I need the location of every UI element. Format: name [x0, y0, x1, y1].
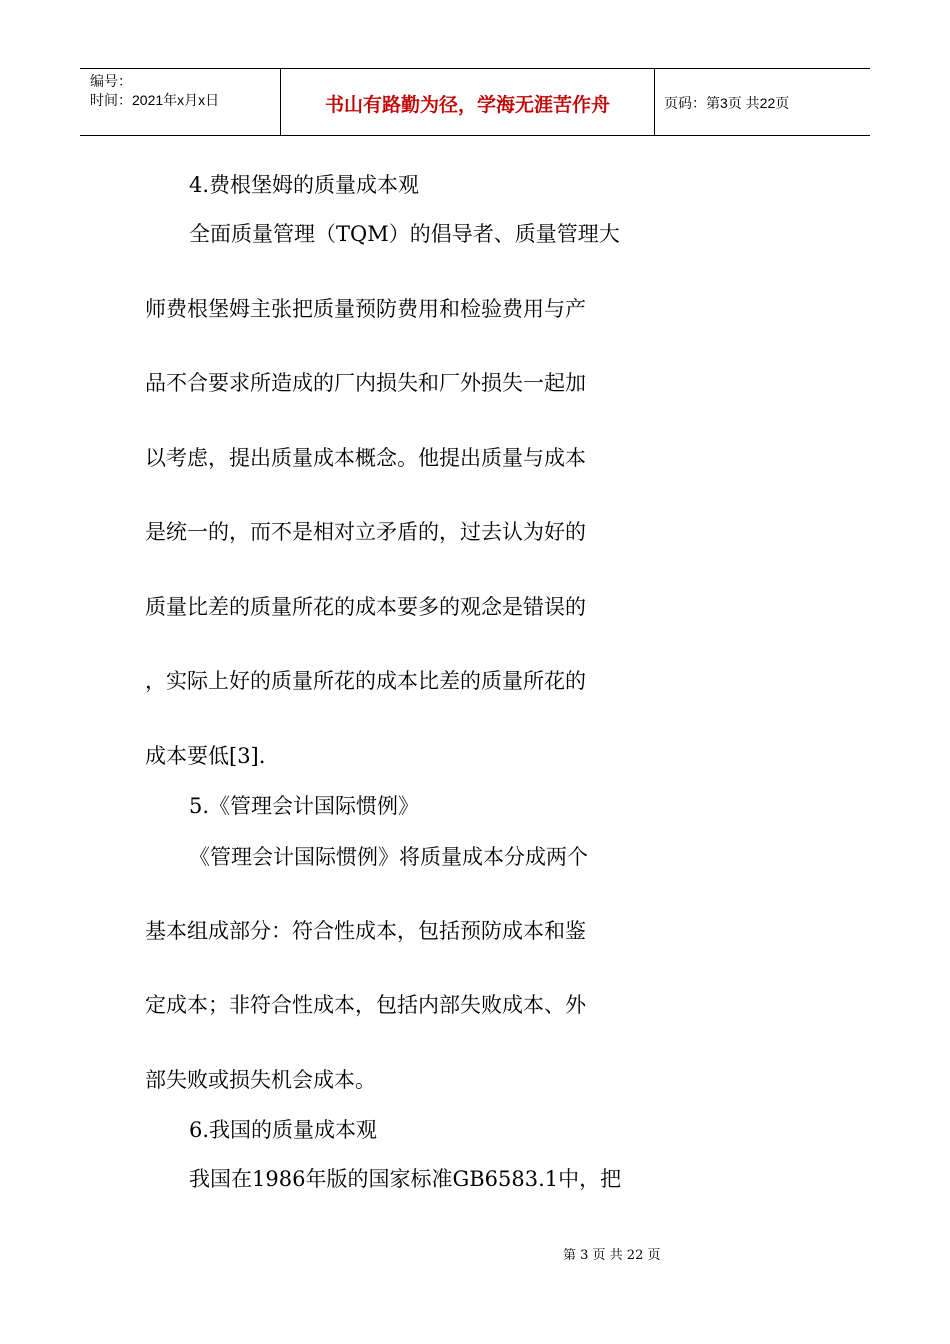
section-heading: 5.《管理会计国际惯例》: [189, 794, 420, 818]
header-page-info: 页码：第3页 共22页: [664, 95, 790, 111]
paragraph-line: 品不合要求所造成的厂内损失和厂外损失一起加: [145, 371, 586, 395]
paragraph-line: 是统一的，而不是相对立矛盾的，过去认为好的: [145, 520, 586, 544]
page-footer: 第 3 页 共 22 页: [563, 1248, 661, 1263]
paragraph-line: 师费根堡姆主张把质量预防费用和检验费用与产: [145, 297, 586, 321]
header-middle-cell: [281, 69, 655, 135]
section-heading: 6.我国的质量成本观: [189, 1118, 378, 1142]
section-heading: 4.费根堡姆的质量成本观: [189, 173, 420, 197]
paragraph-line: 我国在1986年版的国家标准GB6583.1中，把: [189, 1167, 622, 1191]
header-left-cell: [80, 69, 281, 135]
header-right-cell: [655, 69, 870, 135]
document-time-label: 时间：2021年x月x日: [90, 92, 220, 108]
paragraph-line: 全面质量管理（TQM）的倡导者、质量管理大: [189, 222, 620, 246]
paragraph-line: 部失败或损失机会成本。: [145, 1068, 376, 1092]
header-table: [80, 68, 870, 136]
paragraph-line: 以考虑，提出质量成本概念。他提出质量与成本: [145, 446, 586, 470]
paragraph-line: 《管理会计国际惯例》将质量成本分成两个: [189, 845, 588, 869]
paragraph-line: 质量比差的质量所花的成本要多的观念是错误的: [145, 595, 586, 619]
paragraph-line: 定成本；非符合性成本，包括内部失败成本、外: [145, 993, 586, 1017]
paragraph-line: 基本组成部分：符合性成本，包括预防成本和鉴: [145, 919, 586, 943]
paragraph-line: ，实际上好的质量所花的成本比差的质量所花的: [145, 669, 586, 693]
paragraph-line: 成本要低[3].: [145, 744, 266, 768]
document-number-label: 编号：: [90, 73, 132, 89]
header-motto: 书山有路勤为径，学海无涯苦作舟: [324, 94, 610, 116]
